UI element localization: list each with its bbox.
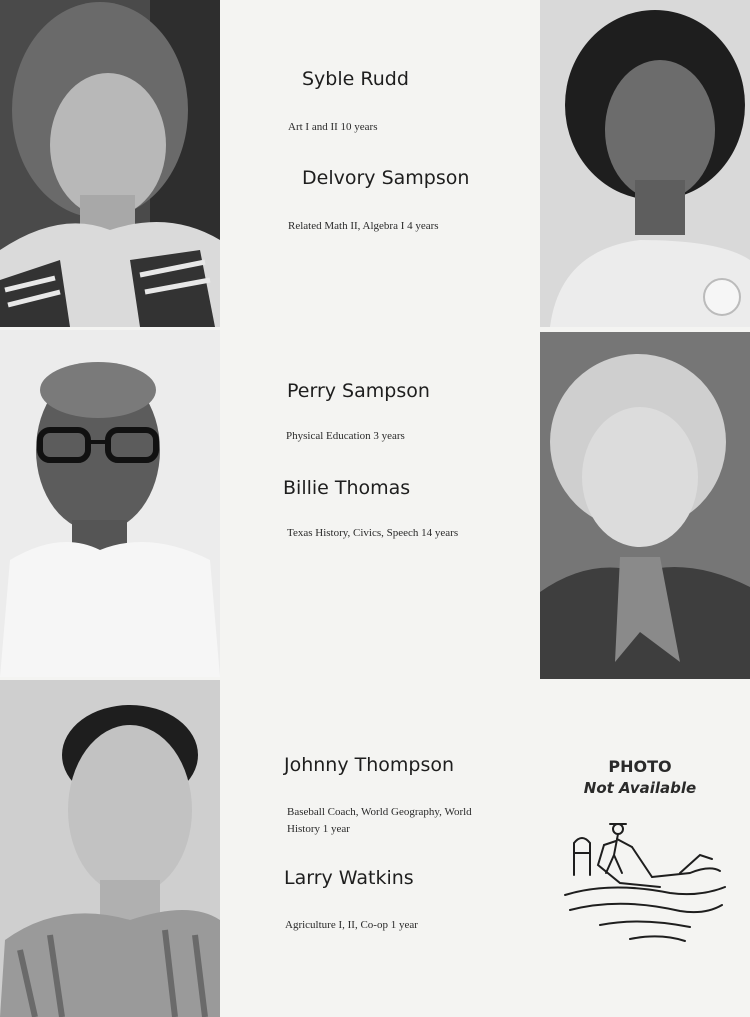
photo-perry-sampson [0,330,220,677]
teacher-name: Perry Sampson [287,380,430,402]
photo-billie-thomas [540,332,750,679]
teacher-name: Delvory Sampson [302,167,470,189]
teacher-name: Larry Watkins [284,867,414,889]
teacher-name: Johnny Thompson [284,754,455,776]
photo-placeholder-title: PHOTO [608,757,672,776]
teacher-name: Syble Rudd [302,68,409,90]
teacher-subjects: Texas History, Civics, Speech 14 years [287,527,459,539]
photo-delvory-sampson [540,0,750,327]
teacher-subjects: Physical Education 3 years [286,430,405,442]
teacher-subjects: Baseball Coach, World Geography, World History 1 year [287,806,472,835]
teacher-name: Billie Thomas [283,477,411,499]
teacher-subjects: Related Math II, Algebra I 4 years [288,220,439,232]
photo-placeholder-subtitle: Not Available [583,779,697,797]
photo-syble-rudd [0,0,220,327]
farmer-plowing-icon [560,815,730,950]
teacher-subjects: Art I and II 10 years [288,121,378,133]
teacher-subjects: Agriculture I, II, Co-op 1 year [285,919,418,931]
photo-johnny-thompson [0,680,220,1017]
